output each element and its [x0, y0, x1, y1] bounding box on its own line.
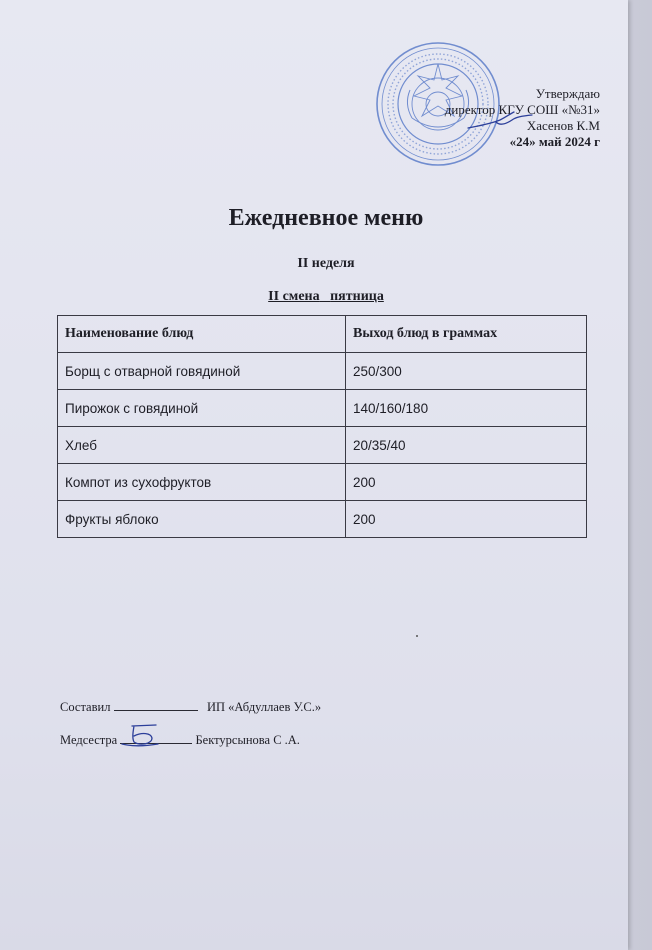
weight-cell: 250/300 [346, 353, 587, 390]
dish-cell: Компот из сухофруктов [58, 464, 346, 501]
week-label: II неделя [297, 256, 355, 271]
shift-label [0, 289, 652, 305]
paper-speck [416, 635, 418, 637]
compiled-by-row [60, 700, 321, 715]
table-row [58, 464, 587, 501]
dish-cell: Хлеб [58, 427, 346, 464]
approval-title: Утверждаю [535, 86, 600, 101]
approval-date-day: «24» [509, 134, 536, 149]
table-row [58, 390, 587, 427]
table-header-row [58, 316, 587, 353]
nurse-row [60, 733, 300, 748]
dish-cell: Фрукты яблоко [58, 501, 346, 538]
nurse-label: Медсестра [60, 733, 118, 747]
approval-position: директор КГУ СОШ «№31» [444, 102, 600, 117]
dish-cell: Борщ с отварной говядиной [58, 353, 346, 390]
weight-cell: 200 [346, 464, 587, 501]
menu-table [57, 315, 587, 538]
compiled-name: ИП «Абдуллаев У.С.» [206, 700, 322, 714]
header-weight: Выход блюд в граммах [346, 316, 587, 353]
shift-gap [320, 289, 331, 304]
table-row [58, 501, 587, 538]
dish-cell: Пирожок с говядиной [58, 390, 346, 427]
weight-cell: 20/35/40 [346, 427, 587, 464]
shift-number: II смена [268, 289, 320, 304]
nurse-name: Бектурсынова С .А. [195, 733, 300, 747]
approval-name: Хасенов К.М [526, 118, 600, 133]
table-row [58, 427, 587, 464]
page-title: Ежедневное меню [228, 205, 424, 231]
weight-cell: 140/160/180 [346, 390, 587, 427]
shift-day: пятница [330, 289, 384, 304]
weight-cell: 200 [346, 501, 587, 538]
compiled-label: Составил [60, 700, 111, 714]
director-signature-icon [466, 108, 536, 132]
nurse-signature-icon [118, 722, 170, 752]
compiled-signature-line [114, 710, 198, 711]
approval-date [445, 134, 600, 150]
table-row [58, 353, 587, 390]
header-dish: Наименование блюд [58, 316, 346, 353]
approval-date-rest: май 2024 г [535, 134, 600, 149]
